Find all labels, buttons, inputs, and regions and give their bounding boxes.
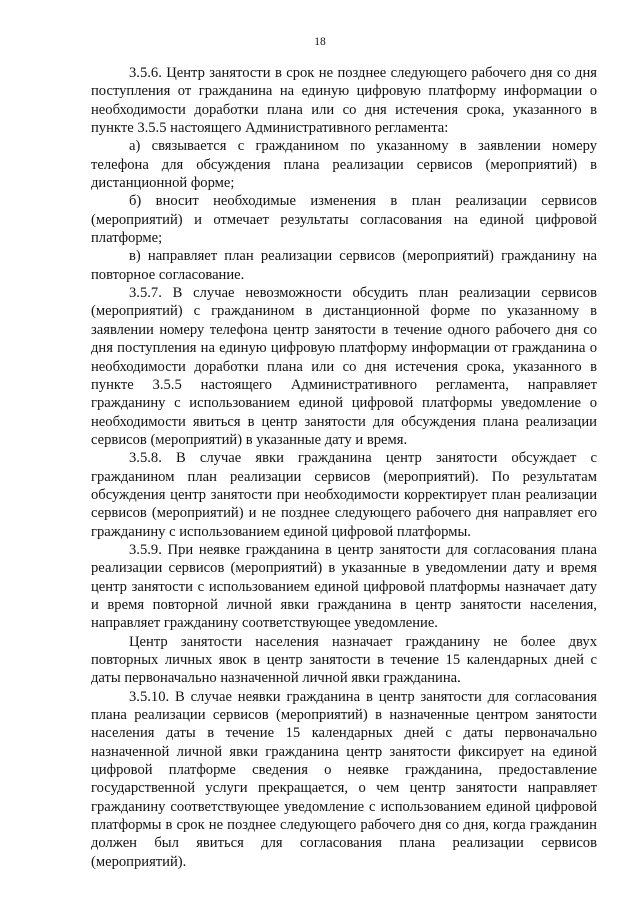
paragraph-3-5-8: 3.5.8. В случае явки гражданина центр занятости обсуждает с гражданином план реализации сервисов (мероприятий). По результатам обсуждения центр занятости при необходимости корректирует план реализации сервисов (мероприятий) и не позднее следующего рабочего дня направляет его гражданину с использованием единой цифровой платформы.	[91, 450, 597, 540]
paragraph-3-5-6-v: в) направляет план реализации сервисов (мероприятий) гражданину на повторное согласование.	[91, 248, 597, 283]
paragraph-3-5-7: 3.5.7. В случае невозможности обсудить план реализации сервисов (мероприятий) с гражданином в дистанционной форме по указанному в заявлении номеру телефона центр занятости в течение одного рабочего дня со дня поступления на единую цифровую платформу информации от гражданина о необходимости доработки плана или со дня истечения срока, указанного в пункте 3.5.5 настоящего Административного регламента, направляет гражданину с использованием единой цифровой платформы уведомление о необходимости явиться в центр занятости для обсуждения плана реализации сервисов (мероприятий) в указанные дату и время.	[91, 285, 597, 448]
paragraph-3-5-6-b: б) вносит необходимые изменения в план реализации сервисов (мероприятий) и отмечает результаты согласования на единой цифровой платформе;	[91, 193, 597, 247]
paragraph-3-5-10: 3.5.10. В случае неявки гражданина в центр занятости для согласования плана реализации сервисов (мероприятий) в назначенные центром занятости населения даты в течение 15 календарных дней с даты первоначально назначенной личной явки гражданина центр занятости фиксирует на единой цифровой платформе сведения о неявке гражданина, предоставление государственной услуги прекращается, о чем центр занятости направляет гражданину соответствующее уведомление с использованием единой цифровой платформы в срок не позднее следующего рабочего дня со дня, когда гражданин должен был явиться для согласования плана реализации сервисов (мероприятий).	[91, 688, 597, 870]
paragraph-3-5-6-a: а) связывается с гражданином по указанному в заявлении номеру телефона для обсуждения плана реализации сервисов (мероприятий) в дистанционной форме;	[91, 138, 597, 192]
paragraph-3-5-9: 3.5.9. При неявке гражданина в центр занятости для согласования плана реализации сервисов (мероприятий) в указанные в уведомлении дату и время центр занятости с использованием единой цифровой платформы назначает дату и время повторной личной явки гражданина в центр занятости населения, направляет гражданину соответствующее уведомление.	[91, 541, 597, 632]
page-number: 18	[314, 36, 326, 48]
paragraph-3-5-9-continued: Центр занятости населения назначает гражданину не более двух повторных личных явок в центр занятости в течение 15 календарных дней с даты первоначально назначенной личной явки гражданина.	[91, 633, 597, 687]
document-body	[91, 64, 597, 871]
paragraph-3-5-6: 3.5.6. Центр занятости в срок не позднее следующего рабочего дня со дня поступления от гражданина на единую цифровую платформу информации о необходимости доработки плана или со дня истечения срока, указанного в пункте 3.5.5 настоящего Административного регламента:	[91, 65, 597, 137]
